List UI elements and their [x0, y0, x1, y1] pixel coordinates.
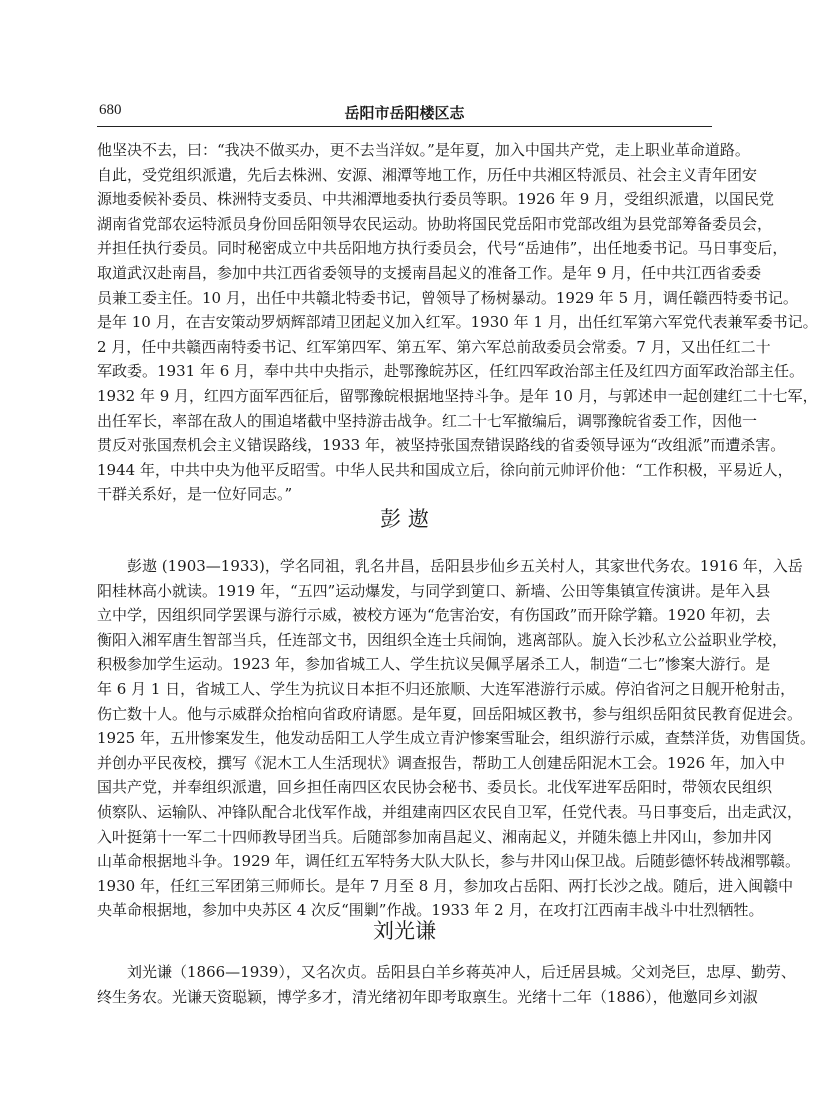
text-line: 贯反对张国焘机会主义错误路线，1933 年，被坚持张国焘错误路线的省委领导诬为“改组派”而遭杀害。 — [97, 436, 786, 455]
text-line: 彭遨 (1903—1933)，学名同祖，乳名井昌，岳阳县步仙乡五关村人，其家世代务农。1916 年，入岳 — [127, 557, 803, 575]
text-line: 央革命根据地，参加中央苏区 4 次反“围剿”作战。1933 年 2 月，在攻打江西南丰战斗中壮烈牺牲。 — [97, 901, 764, 920]
text-line: 干群关系好，是一位好同志。” — [97, 485, 293, 504]
text-line: 出任军长，率部在敌人的围追堵截中坚持游击战争。红二十七军撤编后，调鄂豫皖省委工作，因他一 — [97, 411, 758, 430]
biography-continued — [97, 138, 818, 507]
text-line: 取道武汉赴南昌，参加中共江西省委领导的支援南昌起义的准备工作。是年 9 月，任中共江西省委委 — [97, 263, 762, 282]
text-line: 他坚决不去，曰：“我决不做买办，更不去当洋奴。”是年夏，加入中国共产党，走上职业革命道路。 — [97, 141, 750, 159]
running-header — [97, 100, 712, 127]
page-number: 680 — [99, 102, 122, 118]
text-line: 衡阳入湘军唐生智部当兵，任连部文书，因组织全连士兵闹饷，逃离部队。旋入长沙私立公益职业学校， — [97, 630, 788, 649]
text-line: 员兼工委主任。10 月，出任中共赣北特委书记，曾领导了杨树暴动。1929 年 5 月，调任赣西特委书记。 — [97, 288, 798, 307]
text-line: 伤亡数十人。他与示威群众抬棺向省政府请愿。是年夏，回岳阳城区教书，参与组织岳阳贫民教育促进会。 — [97, 704, 803, 723]
text-line: 1925 年，五卅惨案发生，他发动岳阳工人学生成立青沪惨案雪耻会，组织游行示威，查禁洋货，劝售国货。 — [97, 729, 815, 748]
text-line: 山革命根据地斗争。1929 年，调任红五军特务大队大队长，参与井冈山保卫战。后随彭德怀转战湘鄂赣。 — [97, 852, 800, 871]
text-line: 1944 年，中共中央为他平反昭雪。中华人民共和国成立后，徐向前元帅评价他：“工作积极，平易近人， — [97, 460, 793, 479]
text-line: 立中学，因组织同学罢课与游行示威，被校方诬为“危害治安，有伤国政”而开除学籍。1920 年初，去 — [97, 606, 771, 625]
text-line: 年 6 月 1 日，省城工人、学生为抗议日本拒不归还旅顺、大连军港游行示威。停泊省河之日舰开枪射击， — [97, 679, 796, 698]
text-line: 2 月，任中共赣西南特委书记、红军第四军、第五军、第六军总前敌委员会常委。7 月，又出任红二十 — [97, 337, 771, 356]
text-line: 刘光谦（1866—1939），又名次贞。岳阳县白羊乡蒋英冲人，后迁居县城。父刘尧巨，忠厚、勤劳、 — [127, 963, 796, 981]
text-line: 侦察队、运输队、冲锋队配合北伐军作战，并组建南四区农民自卫军，任党代表。马日事变后，出走武汉， — [97, 802, 803, 821]
text-line: 湖南省党部农运特派员身份回岳阳领导农民运动。协助将国民党岳阳市党部改组为县党部筹备委员会， — [97, 214, 773, 233]
text-line: 是年 10 月，在吉安策动罗炳辉部靖卫团起义加入红军。1930 年 1 月，出任红军第六军党代表兼军委书记。 — [97, 313, 818, 332]
text-line: 并担任执行委员。同时秘密成立中共岳阳地方执行委员会，代号“岳迪伟”，出任地委书记。马日事变后， — [97, 239, 788, 258]
text-line: 1930 年，任红三军团第三师师长。是年 7 月至 8 月，参加攻占岳阳、两打长沙之战。随后，进入闽赣中 — [97, 876, 794, 895]
text-line: 并创办平民夜校，撰写《泥木工人生活现状》调查报告，帮助工人创建岳阳泥木工会。1926 年，加入中 — [97, 753, 785, 772]
text-line: 源地委候补委员、株洲特支委员、中共湘潭地委执行委员等职。1926 年 9 月，受组织派遣，以国民党 — [97, 190, 775, 209]
book-title: 岳阳市岳阳楼区志 — [344, 104, 465, 122]
text-line: 积极参加学生运动。1923 年，参加省城工人、学生抗议吴佩孚屠杀工人，制造“二七”惨案大游行。是 — [97, 655, 771, 674]
text-line: 入叶挺第十一军二十四师教导团当兵。后随部参加南昌起义、湘南起义，并随朱德上井冈山，参加井冈 — [97, 827, 773, 846]
section-title-peng-ao: 彭 遨 — [380, 507, 429, 531]
section-title-liu-guangqian: 刘光谦 — [373, 919, 436, 943]
text-line: 终生务农。光谦天资聪颖，博学多才，清光绪初年即考取禀生。光绪十二年（1886），他邀同乡刘淑 — [97, 987, 758, 1006]
text-line: 军政委。1931 年 6 月，奉中共中央指示，赴鄂豫皖苏区，任红四军政治部主任及红四方面军政治部主任。 — [97, 362, 805, 381]
biography-peng-ao — [97, 554, 815, 923]
text-line: 1932 年 9 月，红四方面军西征后，留鄂豫皖根据地坚持斗争。是年 10 月，与郭述申一起创建红二十七军， — [97, 386, 818, 405]
text-line: 自此，受党组织派遣，先后去株洲、安源、湘潭等地工作，历任中共湘区特派员、社会主义青年团安 — [97, 165, 758, 184]
biography-liu-guangqian — [97, 960, 796, 1009]
text-line: 阳桂林高小就读。1919 年，“五四”运动爆发，与同学到筻口、新墙、公田等集镇宣传演讲。是年入县 — [97, 581, 771, 600]
text-line: 国共产党，并奉组织派遣，回乡担任南四区农民协会秘书、委员长。北伐军进军岳阳时，带领农民组织 — [97, 778, 773, 797]
